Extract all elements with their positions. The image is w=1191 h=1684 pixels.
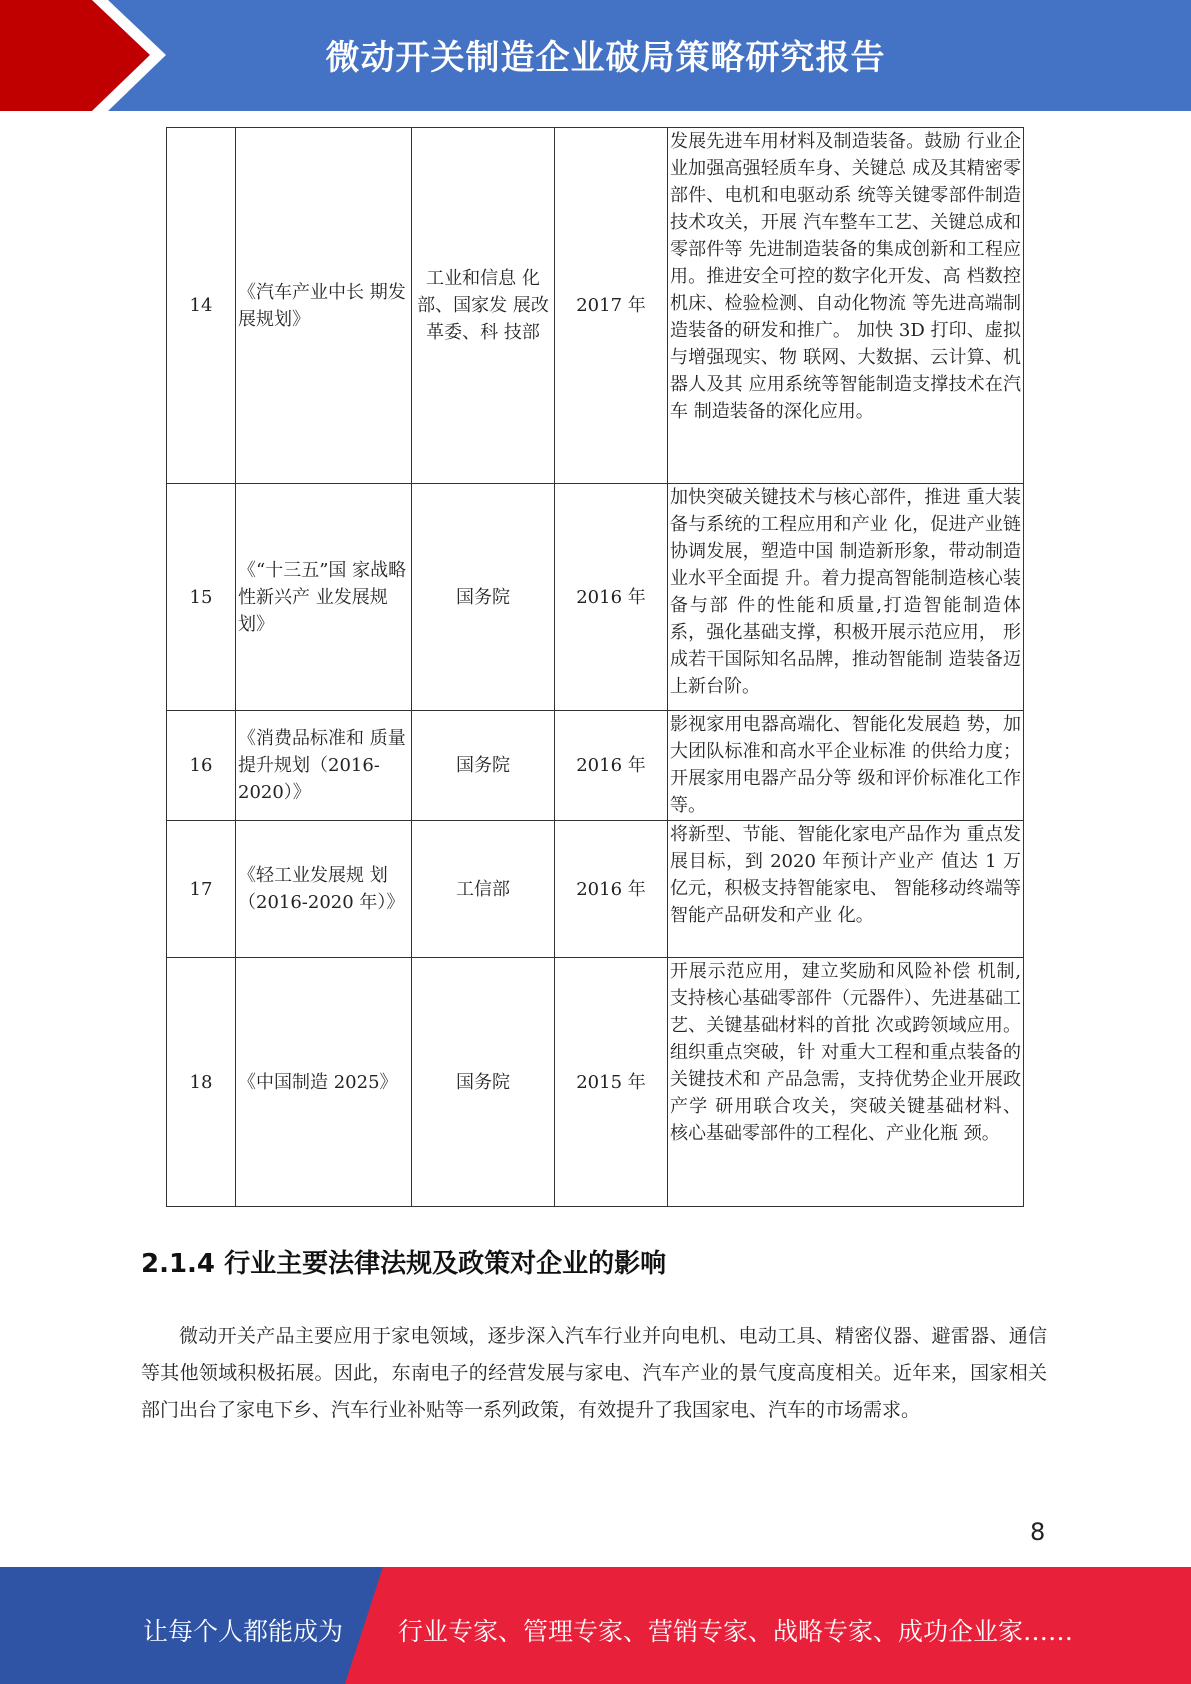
issue-year: 2016 年: [555, 484, 668, 711]
policy-content: 加快突破关键技术与核心部件，推进 重大装备与系统的工程应用和产业 化，促进产业链协调发展，塑造中国 制造新形象，带动制造业水平全面提 升。着力提高智能制造核心装备与部 件的性能和质量,打造智能制造体系，强化基础支撑，积极开展示范应用， 形成若干国际知名品牌，推动智能制 造装备迈上新台阶。: [668, 484, 1024, 711]
body-paragraph: 微动开关产品主要应用于家电领域，逐步深入汽车行业并向电机、电动工具、精密仪器、避雷器、通信等其他领域积极拓展。因此，东南电子的经营发展与家电、汽车产业的景气度高度相关。近年来，国家相关部门出台了家电下乡、汽车行业补贴等一系列政策，有效提升了我国家电、汽车的市场需求。: [141, 1325, 1047, 1421]
table-row: [167, 484, 1024, 711]
row-number: 17: [167, 821, 236, 958]
table-row: [167, 711, 1024, 821]
page-header: [0, 0, 1191, 111]
section-heading: 2.1.4 行业主要法律法规及政策对企业的影响: [141, 1249, 667, 1279]
issuing-department: 工信部: [412, 821, 555, 958]
policy-name: 《“十三五”国 家战略性新兴产 业发展规划》: [236, 484, 412, 711]
table-row: [167, 821, 1024, 958]
policy-content: 影视家用电器高端化、智能化发展趋 势，加大团队标准和高水平企业标准 的供给力度；开展家用电器产品分等 级和评价标准化工作等。: [668, 711, 1024, 821]
issuing-department: 国务院: [412, 711, 555, 821]
page-footer: [0, 1567, 1191, 1684]
issue-year: 2017 年: [555, 128, 668, 484]
issuing-department: 工业和信息 化部、国家发 展改革委、科 技部: [412, 128, 555, 484]
policy-content: 发展先进车用材料及制造装备。鼓励 行业企业加强高强轻质车身、关键总 成及其精密零部件、电机和电驱动系 统等关键零部件制造技术攻关，开展 汽车整车工艺、关键总成和零部件等 先进制造装备的集成创新和工程应 用。推进安全可控的数字化开发、高 档数控机床、检验检测、自动化物流 等先进高端制造装备的研发和推广。 加快 3D 打印、虚拟与增强现实、物 联网、大数据、云计算、机器人及其 应用系统等智能制造支撑技术在汽车 制造装备的深化应用。: [668, 128, 1024, 484]
policy-content: 开展示范应用，建立奖励和风险补偿 机制,支持核心基础零部件（元器件）、先进基础工艺、关键基础材料的首批 次或跨领域应用。组织重点突破，针 对重大工程和重点装备的关键技术和 产品急需，支持优势企业开展政产学 研用联合攻关，突破关键基础材料、 核心基础零部件的工程化、产业化瓶 颈。: [668, 958, 1024, 1207]
policy-name: 《轻工业发展规 划（2016-2020 年）》: [236, 821, 412, 958]
row-number: 14: [167, 128, 236, 484]
issue-year: 2016 年: [555, 821, 668, 958]
footer-slogan-left: 让每个人都能成为: [143, 1617, 344, 1646]
table-row: [167, 128, 1024, 484]
issue-year: 2016 年: [555, 711, 668, 821]
policy-name: 《消费品标准和 质量提升规划（2016-2020）》: [236, 711, 412, 821]
page-number: 8: [1030, 1518, 1046, 1546]
table-row: [167, 958, 1024, 1207]
row-number: 18: [167, 958, 236, 1207]
policy-name: 《汽车产业中长 期发展规划》: [236, 128, 412, 484]
header-title: 微动开关制造企业破局策略研究报告: [325, 38, 886, 78]
row-number: 15: [167, 484, 236, 711]
policy-table: [166, 127, 1024, 1207]
issuing-department: 国务院: [412, 958, 555, 1207]
footer-slogan-right: 行业专家、管理专家、营销专家、战略专家、成功企业家……: [398, 1617, 1074, 1646]
policy-content: 将新型、节能、智能化家电产品作为 重点发展目标，到 2020 年预计产业产 值达 1 万亿元，积极支持智能家电、 智能移动终端等智能产品研发和产业 化。: [668, 821, 1024, 958]
row-number: 16: [167, 711, 236, 821]
issuing-department: 国务院: [412, 484, 555, 711]
policy-name: 《中国制造 2025》: [236, 958, 412, 1207]
issue-year: 2015 年: [555, 958, 668, 1207]
